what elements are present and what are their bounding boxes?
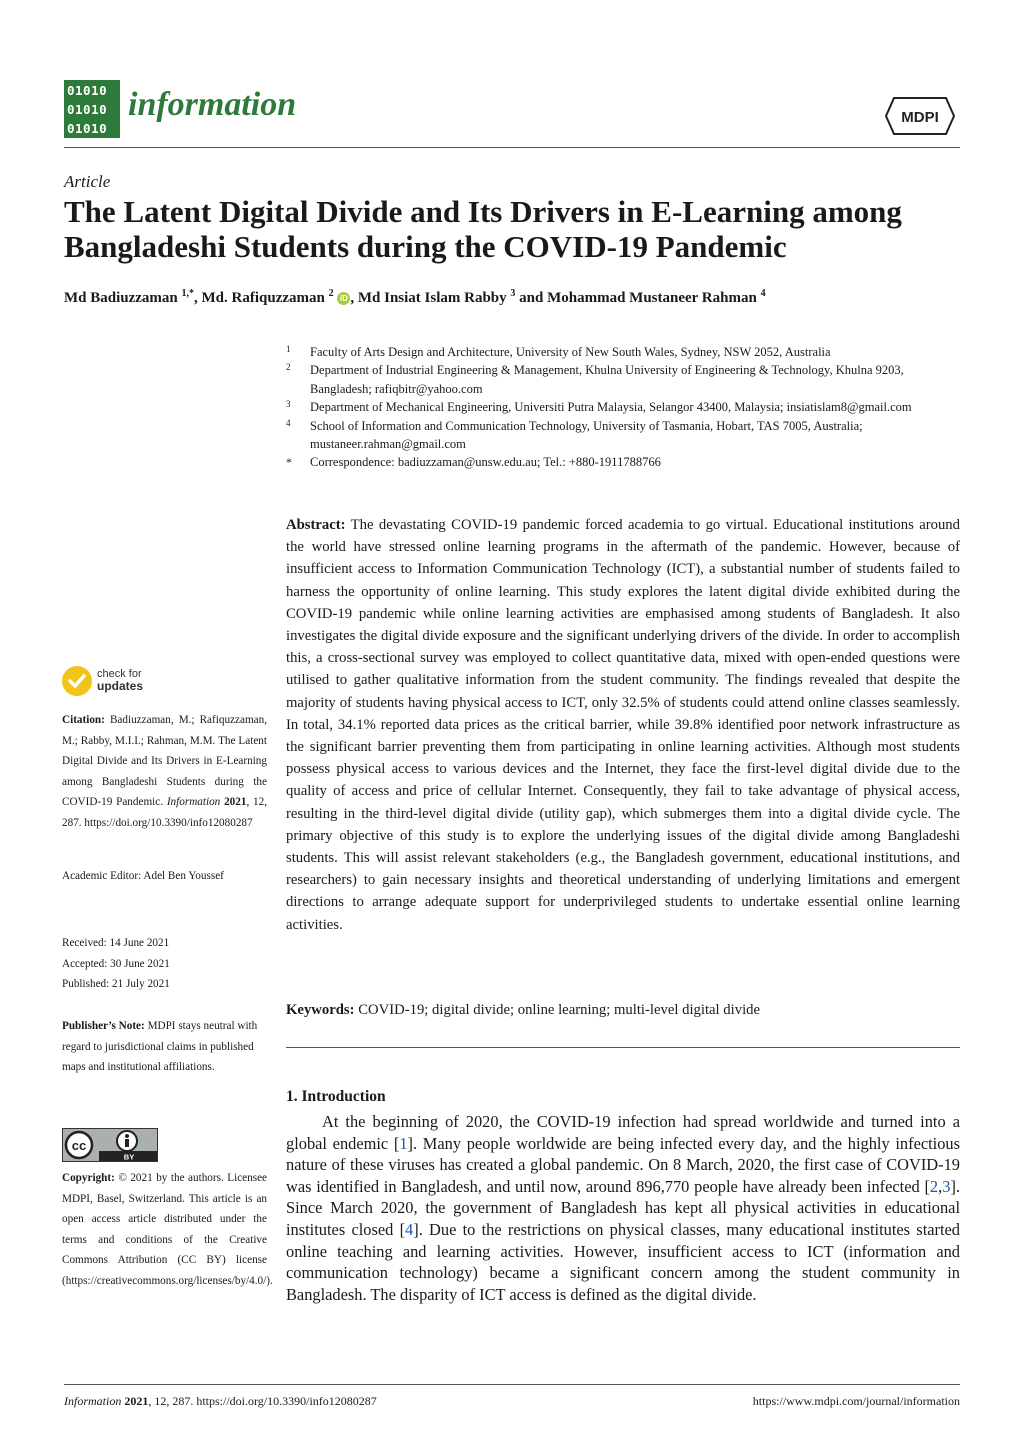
dates: [62, 933, 267, 995]
keywords-divider: [286, 1047, 960, 1048]
check-line: updates: [97, 679, 144, 693]
received-date: Received: 14 June 2021: [62, 937, 170, 949]
paper-title: The Latent Digital Divide and Its Drivers in E-Learning among Bangladeshi Students during the COVID-19 Pandemic: [64, 194, 902, 264]
author-affil-mark: 2: [328, 288, 334, 299]
publisher-note-label: Publisher’s Note:: [62, 1020, 145, 1032]
logo-binary-line: 01010: [67, 121, 108, 136]
body-text: ]. Many people worldwide are being infected every day, and the highly infectious nature of these viruses has created a global pandemic. On 8 March, 2020, the first case of COVID-19 was identified in Bangladesh, and until now, around 896,770 people have already been infected [: [286, 1133, 960, 1196]
body-text: At the beginning of 2020, the COVID-19 infection had spread worldwide and turned into a global endemic [: [286, 1112, 960, 1153]
affiliation-item: [286, 343, 960, 361]
citation-text: Badiuzzaman, M.; Rafiquzzaman, M.; Rabby, M.I.I.; Rahman, M.M. The Latent Digital Divide and Its Drivers in E-Learning among Bangladeshi Students during the COVID-19 Pandemic.: [62, 714, 268, 809]
copyright-block: [62, 1168, 273, 1292]
mdpi-logo: [884, 96, 956, 136]
copyright-label: Copyright:: [62, 1172, 115, 1184]
affiliation-text: School of Information and Communication Technology, University of Tasmania, Hobart, TAS 7005, Australia; mustaneer.rahman@gmail.com: [310, 418, 863, 452]
accepted-date: Accepted: 30 June 2021: [62, 957, 170, 970]
citation-link[interactable]: 1: [399, 1133, 408, 1153]
logo-binary-line: 01010: [67, 83, 108, 98]
published-date: Published: 21 July 2021: [62, 978, 170, 991]
abstract-label: Abstract:: [286, 517, 346, 533]
abstract-text: The devastating COVID-19 pandemic forced academia to go virtual. Educational institutions around the world have stressed online learning programs in the aftermath of the pandemic. However, because of insufficient access to Information Communication Technology (ICT), a substantial number of students failed to harness the opportunity of online learning. This study explores the latent digital divide exhibited during the COVID-19 pandemic while online learning activities are emphasised among students of Bangladesh. It also investigates the digital divide exposure and the significant underlying drivers of the divide. In order to accomplish this, a cross-sectional survey was employed to collect quantitative data, mixed with open-ended questions were utilised to gather qualitative information from the student community. The findings revealed that despite the majority of students having physical access to ICT, only 32.5% of students could attend online classes seamlessly. In total, 34.1% reported data prices as the critical barrier, while 39.8% identified poor network infrastructure as the significant barrier preventing them from participating in online learning activities. Although most students possess physical access to various devices and the Internet, they face the first-level digital divide due to the quality of access and price of cellular Internet. Consequently, they fail to take advantage of physical access, resulting in the third-level digital divide (utility gap), which submerges them into a digital divide cycle. The primary objective of this study is to explore the underlying issues of the digital divide among Bangladeshi students. This will assist relevant stakeholders (e.g., the Bangladesh government, educational institutions, and researchers) to gain necessary insights and theoretical understanding of underlying limitations and emergent directions to arrange adequate support for underprivileged students to undertake essential online learning activities.: [286, 517, 960, 933]
correspondence-text: Correspondence: badiuzzaman@unsw.edu.au; Tel.: +880-1911788766: [310, 455, 661, 470]
author-name: , Md Insiat Islam Rabby: [350, 290, 507, 306]
author-affil-mark: 4: [760, 288, 766, 299]
publisher-note-text: MDPI stays neutral with regard to jurisdictional claims in published maps and institutional affiliations.: [62, 1020, 258, 1074]
affiliation-mark: 4: [286, 417, 291, 428]
journal-name: information: [128, 86, 297, 123]
author-list: [64, 288, 964, 307]
citation-label: Citation:: [62, 714, 105, 726]
affiliation-text: Department of Mechanical Engineering, Universiti Putra Malaysia, Selangor 43400, Malaysia; insiatislam8@gmail.com: [310, 400, 912, 415]
citation-link[interactable]: 2: [929, 1176, 939, 1196]
citation-link[interactable]: 3: [942, 1176, 951, 1196]
citation-year: 2021: [224, 796, 247, 809]
check-line: check for: [97, 668, 142, 680]
introduction-paragraph: [286, 1111, 960, 1305]
section-heading: 1. Introduction: [286, 1088, 386, 1105]
affiliation-text: Faculty of Arts Design and Architecture, University of New South Wales, Sydney, NSW 2052, Australia: [310, 345, 831, 359]
keywords: [286, 1002, 960, 1019]
affiliation-text: Department of Industrial Engineering & Management, Khulna University of Engineering & Technology, Khulna 9203, Bangladesh; rafiqbitr@yahoo.com: [310, 363, 904, 396]
citation-link[interactable]: 4: [405, 1219, 414, 1239]
footer-doi[interactable]: , 12, 287. https://doi.org/10.3390/info12080287: [148, 1394, 377, 1408]
cc-by-license-badge[interactable]: [62, 1128, 158, 1162]
author-affil-mark: 1,*: [181, 288, 195, 299]
citation-block: [62, 710, 267, 834]
citation-journal: Information: [166, 796, 221, 809]
article-type: Article: [64, 172, 111, 191]
svg-text:cc: cc: [71, 1138, 87, 1153]
footer-year: 2021: [124, 1394, 149, 1408]
copyright-text: © 2021 by the authors. Licensee MDPI, Basel, Switzerland. This article is an open access article distributed under the terms and conditions of the Creative Commons Attribution (CC BY) license (https://creativecommons.org/licenses/by/4.0/).: [62, 1172, 273, 1287]
footer-journal: Information: [64, 1394, 122, 1408]
abstract: [286, 514, 960, 936]
affiliations: [286, 343, 960, 472]
publisher-name: MDPI: [901, 109, 939, 126]
footer-divider: [64, 1384, 960, 1385]
affiliation-mark: 2: [286, 362, 291, 373]
footer-citation: [64, 1394, 377, 1409]
affiliation-mark: *: [286, 455, 292, 470]
academic-editor: Academic Editor: Adel Ben Youssef: [62, 870, 224, 882]
author-affil-mark: 3: [510, 288, 516, 299]
keywords-text: COVID-19; digital divide; online learning; multi-level digital divide: [358, 1002, 761, 1018]
affiliation-item: [286, 398, 960, 416]
keywords-label: Keywords:: [286, 1002, 355, 1018]
author-name: , Md. Rafiquzzaman: [194, 290, 325, 306]
author-name: Md Badiuzzaman: [64, 290, 178, 306]
affiliation-item: [286, 361, 960, 398]
correspondence: [286, 453, 960, 471]
author-name: and Mohammad Mustaneer Rahman: [515, 290, 757, 306]
header-divider: [64, 147, 960, 148]
body-text: ]. Due to the restrictions on physical classes, many educational institutes started online teaching and learning activities. However, insufficient access to ICT (information and communication technology) became a significant concern among the student community in Bangladesh. The disparity of ICT access is defined as the digital divide.: [286, 1219, 960, 1304]
publisher-note: [62, 1016, 267, 1078]
body-text: ]. Since March 2020, the government of Bangladesh has kept all physical activities in educational institutes closed [: [286, 1176, 960, 1239]
journal-logo: [64, 80, 120, 138]
logo-binary-line: 01010: [67, 102, 108, 117]
check-for-updates[interactable]: [97, 668, 143, 693]
affiliation-mark: 1: [286, 344, 291, 354]
orcid-icon[interactable]: iD: [337, 292, 350, 305]
affiliation-item: [286, 417, 960, 454]
cc-by-text: BY: [123, 1152, 135, 1161]
affiliation-mark: 3: [286, 399, 291, 410]
footer-url[interactable]: https://www.mdpi.com/journal/information: [752, 1394, 960, 1408]
body-text: ,: [938, 1176, 943, 1196]
check-for-updates-icon[interactable]: [62, 666, 92, 696]
citation-doi[interactable]: , 12, 287. https://doi.org/10.3390/info12080287: [62, 796, 267, 829]
